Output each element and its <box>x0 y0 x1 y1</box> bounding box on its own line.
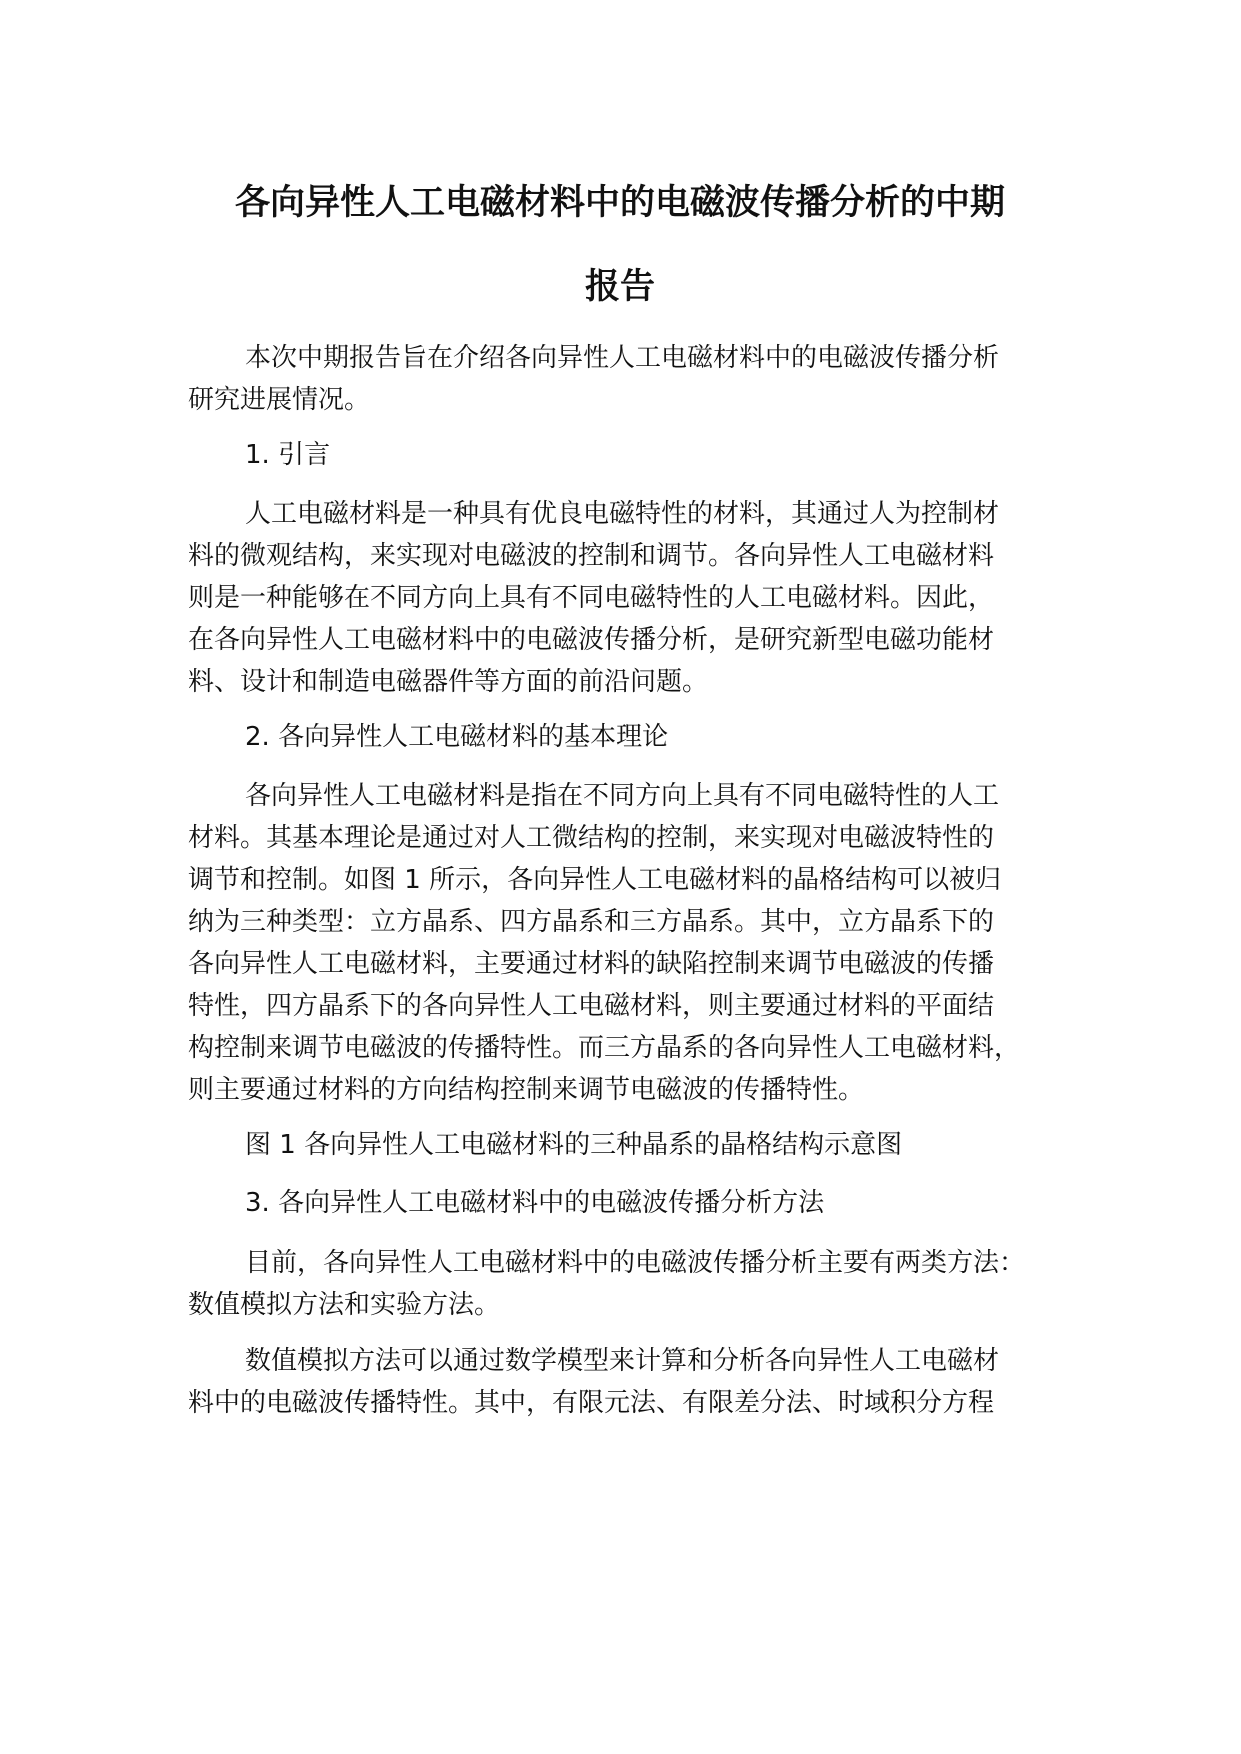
text-line: 则主要通过材料的方向结构控制来调节电磁波的传播特性。 <box>188 1075 865 1105</box>
text-line: 料的微观结构，来实现对电磁波的控制和调节。各向异性人工电磁材料 <box>188 541 995 571</box>
text-line: 2. 各向异性人工电磁材料的基本理论 <box>245 722 669 752</box>
text-line: 数值模拟方法和实验方法。 <box>188 1290 501 1320</box>
text-line: 3. 各向异性人工电磁材料中的电磁波传播分析方法 <box>245 1188 825 1218</box>
section-heading-basic-theory <box>188 716 1088 758</box>
text-line: 人工电磁材料是一种具有优良电磁特性的材料，其通过人为控制材 <box>245 499 1000 529</box>
text-line: 各向异性人工电磁材料，主要通过材料的缺陷控制来调节电磁波的传播 <box>188 949 995 979</box>
text-line: 特性，四方晶系下的各向异性人工电磁材料，则主要通过材料的平面结 <box>188 991 995 1021</box>
text-line: 数值模拟方法可以通过数学模型来计算和分析各向异性人工电磁材 <box>245 1346 1000 1376</box>
text-line: 料、设计和制造电磁器件等方面的前沿问题。 <box>188 667 709 697</box>
numerical-simulation-paragraph <box>188 1340 1088 1424</box>
document-title-line-1: 各向异性人工电磁材料中的电磁波传播分析的中期 <box>234 183 1005 223</box>
section-heading-analysis-methods <box>188 1182 1088 1224</box>
text-line: 纳为三种类型：立方晶系、四方晶系和三方晶系。其中，立方晶系下的 <box>188 907 995 937</box>
text-line: 调节和控制。如图 1 所示，各向异性人工电磁材料的晶格结构可以被归 <box>188 865 1002 895</box>
text-line: 材料。其基本理论是通过对人工微结构的控制，来实现对电磁波特性的 <box>188 823 995 853</box>
basic-theory-paragraph <box>188 775 1088 1111</box>
text-line: 构控制来调节电磁波的传播特性。而三方晶系的各向异性人工电磁材料， <box>188 1033 1021 1063</box>
text-line: 研究进展情况。 <box>188 385 371 415</box>
text-line: 料中的电磁波传播特性。其中，有限元法、有限差分法、时域积分方程 <box>188 1388 995 1418</box>
figure-caption <box>188 1124 1088 1166</box>
analysis-methods-paragraph <box>188 1242 1088 1326</box>
text-line: 本次中期报告旨在介绍各向异性人工电磁材料中的电磁波传播分析 <box>245 343 1000 373</box>
text-line: 则是一种能够在不同方向上具有不同电磁特性的人工电磁材料。因此， <box>188 583 995 613</box>
text-line: 图 1 各向异性人工电磁材料的三种晶系的晶格结构示意图 <box>245 1130 903 1160</box>
text-line: 在各向异性人工电磁材料中的电磁波传播分析，是研究新型电磁功能材 <box>188 625 995 655</box>
text-line: 目前，各向异性人工电磁材料中的电磁波传播分析主要有两类方法： <box>245 1248 1026 1278</box>
introduction-paragraph <box>188 493 1088 703</box>
text-line: 各向异性人工电磁材料是指在不同方向上具有不同电磁特性的人工 <box>245 781 1000 811</box>
text-line: 1. 引言 <box>245 440 331 470</box>
intro-paragraph <box>188 337 1088 421</box>
document-title-line-2: 报告 <box>584 267 655 307</box>
section-heading-introduction <box>188 434 1088 476</box>
